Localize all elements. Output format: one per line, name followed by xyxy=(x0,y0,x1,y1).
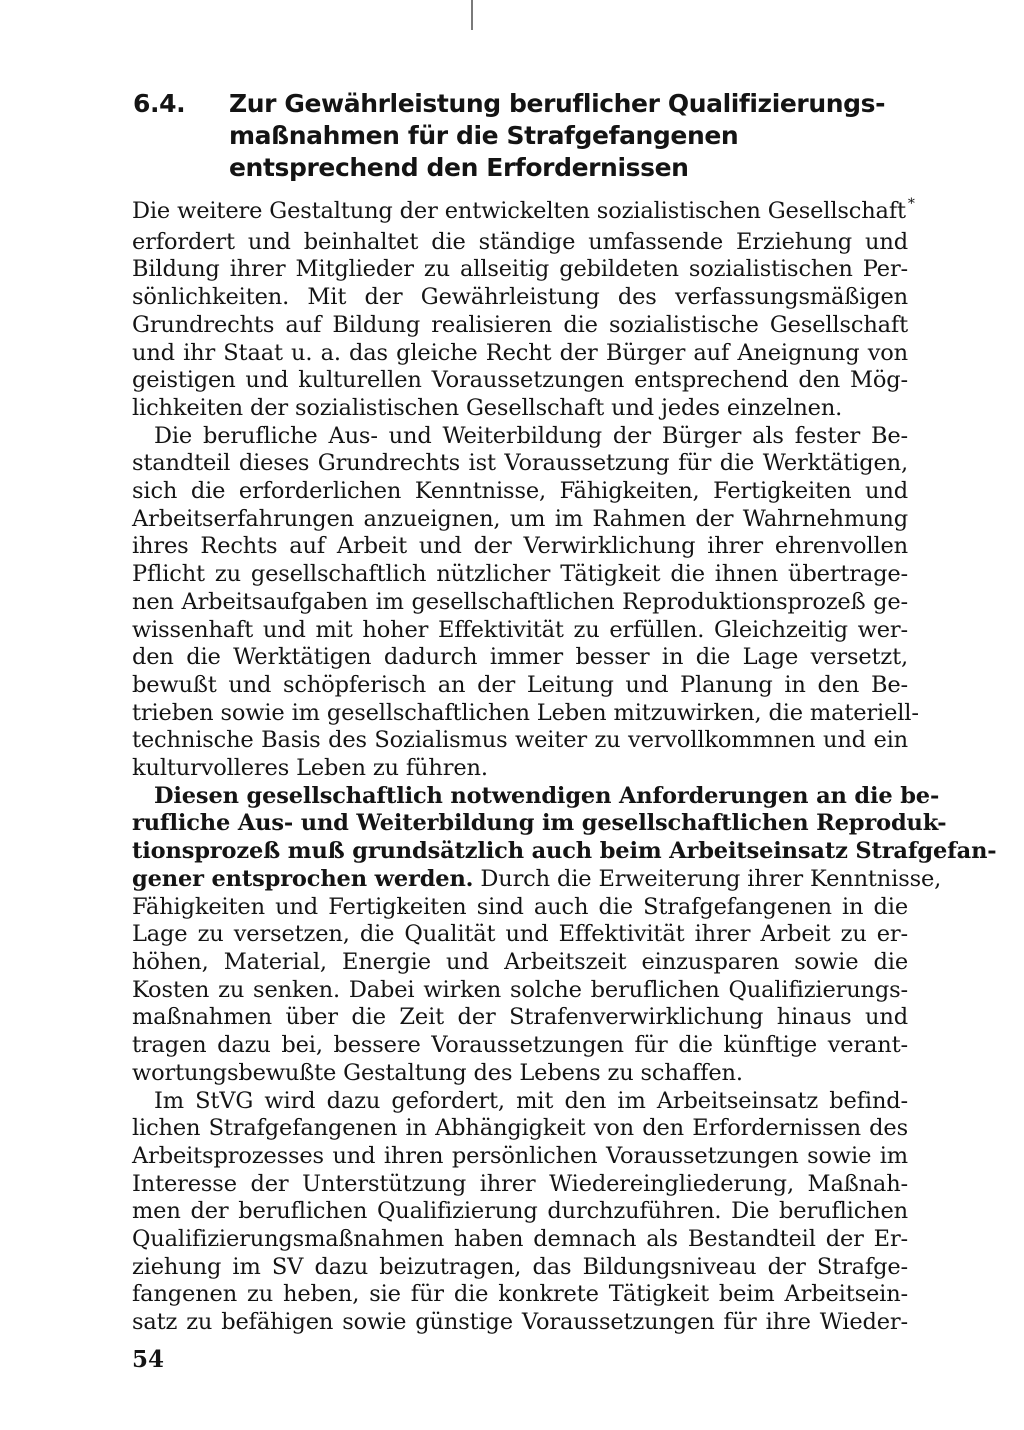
text-line-bold: Diesen gesellschaftlich notwendigen Anforderungen an die be- xyxy=(154,782,940,809)
text-line: erfordert und beinhaltet die ständige umfassende Erziehung und xyxy=(132,228,908,255)
text-line-bold: tionsprozeß muß grundsätzlich auch beim Arbeitseinsatz Strafgefan- xyxy=(132,838,997,865)
text-line: trieben sowie im gesellschaftlichen Leben mitzuwirken, die materiell- xyxy=(132,699,919,726)
text-line-content: Die weitere Gestaltung der entwickelten sozialistischen Gesellschaft xyxy=(132,198,906,224)
paragraph xyxy=(132,196,915,423)
text-line-bold: rufliche Aus- und Weiterbildung im gesellschaftlichen Reproduk- xyxy=(132,810,947,837)
text-line: satz zu befähigen sowie günstige Voraussetzungen für ihre Wieder- xyxy=(132,1309,908,1336)
section-title-line: maßnahmen für die Strafgefangenen xyxy=(229,121,739,150)
section-title-line: entsprechend den Erfordernissen xyxy=(229,153,689,182)
text-line: bewußt und schöpferisch an der Leitung und Planung in den Be- xyxy=(132,671,908,698)
paragraph xyxy=(132,422,919,783)
text-line: technische Basis des Sozialismus weiter zu vervollkommnen und ein xyxy=(132,727,908,754)
body-text xyxy=(132,196,997,1337)
text-line-bold-part: gener entsprochen werden. xyxy=(132,865,474,892)
text-line: und ihr Staat u. a. das gleiche Recht der Bürger auf Aneignung von xyxy=(132,339,908,366)
text-line: geistigen und kulturellen Voraussetzungen entsprechend den Mög- xyxy=(132,367,908,394)
section-number: 6.4. xyxy=(133,89,186,118)
text-line: ihres Rechts auf Arbeit und der Verwirklichung ihrer ehrenvollen xyxy=(132,533,908,560)
text-line: lichen Strafgefangenen in Abhängigkeit von den Erfordernissen des xyxy=(132,1115,908,1142)
text-line: den die Werktätigen dadurch immer besser in die Lage versetzt, xyxy=(132,644,908,671)
paragraph xyxy=(132,1088,908,1337)
top-margin-mark xyxy=(471,0,473,30)
text-line: tragen dazu bei, bessere Voraussetzungen für die künftige verant- xyxy=(132,1032,908,1059)
page-number: 54 xyxy=(132,1346,165,1373)
text-line: men der beruflichen Qualifizierung durchzuführen. Die beruflichen xyxy=(132,1198,908,1225)
text-line: wissenhaft und mit hoher Effektivität zu erfüllen. Gleichzeitig wer- xyxy=(132,616,908,643)
text-line: sich die erforderlichen Kenntnisse, Fähigkeiten, Fertigkeiten und xyxy=(132,478,908,505)
text-line: Die berufliche Aus- und Weiterbildung der Bürger als fester Be- xyxy=(154,422,908,449)
text-line-normal-part: Durch die Erweiterung ihrer Kenntnisse, xyxy=(473,865,942,892)
text-line xyxy=(132,196,915,229)
section-title-line: Zur Gewährleistung beruflicher Qualifizierungs- xyxy=(229,89,886,118)
text-line: maßnahmen über die Zeit der Strafenverwirklichung hinaus und xyxy=(132,1004,908,1031)
text-line: fangenen zu heben, sie für die konkrete Tätigkeit beim Arbeitsein- xyxy=(132,1281,908,1308)
text-line: Qualifizierungsmaßnahmen haben demnach als Bestandteil der Er- xyxy=(132,1226,908,1253)
text-line: Arbeitsprozesses und ihren persönlichen Voraussetzungen sowie im xyxy=(132,1142,908,1169)
text-line: wortungsbewußte Gestaltung des Lebens zu schaffen. xyxy=(132,1059,743,1086)
paragraph xyxy=(132,782,997,1088)
text-line: sönlichkeiten. Mit der Gewährleistung des verfassungsmäßigen xyxy=(132,284,908,311)
section-title xyxy=(229,88,909,184)
text-line: nen Arbeitsaufgaben im gesellschaftlichen Reproduktionsprozeß ge- xyxy=(132,588,908,615)
text-line: Lage zu versetzen, die Qualität und Effektivität ihrer Arbeit zu er- xyxy=(132,921,908,948)
text-line: Interesse der Unterstützung ihrer Wiedereingliederung, Maßnah- xyxy=(132,1170,908,1197)
text-line: kulturvolleres Leben zu führen. xyxy=(132,755,488,782)
footnote-marker: * xyxy=(907,196,915,212)
text-line: Grundrechts auf Bildung realisieren die sozialistische Gesellschaft xyxy=(132,311,908,338)
text-line: Im StVG wird dazu gefordert, mit den im Arbeitseinsatz befind- xyxy=(154,1087,908,1114)
text-line: ziehung im SV dazu beizutragen, das Bildungsniveau der Strafge- xyxy=(132,1253,908,1280)
text-line: Fähigkeiten und Fertigkeiten sind auch die Strafgefangenen in die xyxy=(132,893,908,920)
text-line: Kosten zu senken. Dabei wirken solche beruflichen Qualifizierungs- xyxy=(132,976,908,1003)
text-line: höhen, Material, Energie und Arbeitszeit einzusparen sowie die xyxy=(132,948,908,975)
text-line: standteil dieses Grundrechts ist Voraussetzung für die Werktätigen, xyxy=(132,450,908,477)
text-line: Bildung ihrer Mitglieder zu allseitig gebildeten sozialistischen Per- xyxy=(132,256,908,283)
text-line: Arbeitserfahrungen anzueignen, um im Rahmen der Wahrnehmung xyxy=(132,505,908,532)
text-line xyxy=(132,865,942,894)
text-line: lichkeiten der sozialistischen Gesellschaft und jedes einzelnen. xyxy=(132,394,843,421)
text-line: Pflicht zu gesellschaftlich nützlicher Tätigkeit die ihnen übertrage- xyxy=(132,561,908,588)
